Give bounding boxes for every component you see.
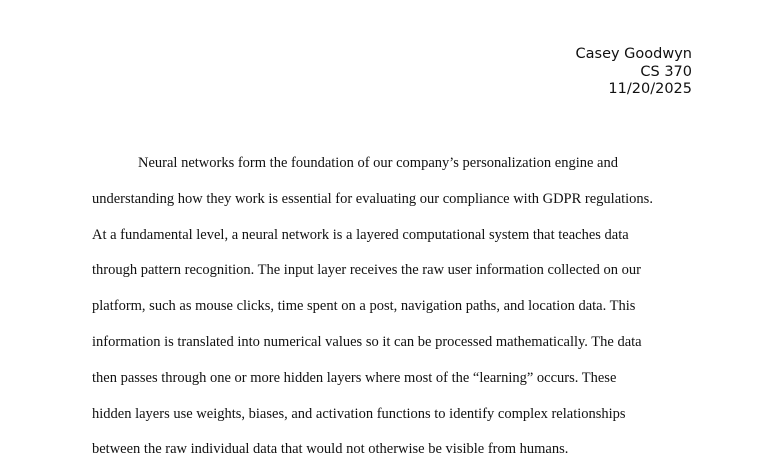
- document-body: [92, 150, 692, 472]
- author-name: Casey Goodwyn: [575, 46, 692, 62]
- paragraph-line: then passes through one or more hidden layers where most of the “learning” occurs. These: [92, 369, 617, 386]
- paragraph-line: understanding how they work is essential for evaluating our compliance with GDPR regulations.: [92, 190, 653, 207]
- paragraph-line: information is translated into numerical values so it can be processed mathematically. The data: [92, 333, 642, 350]
- paragraph-line: Neural networks form the foundation of our company’s personalization engine and: [138, 155, 618, 171]
- paragraph-line: platform, such as mouse clicks, time spent on a post, navigation paths, and location data. This: [92, 298, 636, 315]
- document-date: 11/20/2025: [608, 81, 692, 97]
- paragraph-line: At a fundamental level, a neural network is a layered computational system that teaches data: [92, 226, 629, 243]
- document-header: [576, 46, 693, 99]
- paragraph-line: hidden layers use weights, biases, and activation functions to identify complex relationships: [92, 405, 626, 422]
- paragraph-line: between the raw individual data that would not otherwise be visible from humans.: [92, 441, 569, 458]
- course-code: CS 370: [640, 63, 692, 80]
- paragraph-line: through pattern recognition. The input layer receives the raw user information collected on our: [92, 262, 641, 279]
